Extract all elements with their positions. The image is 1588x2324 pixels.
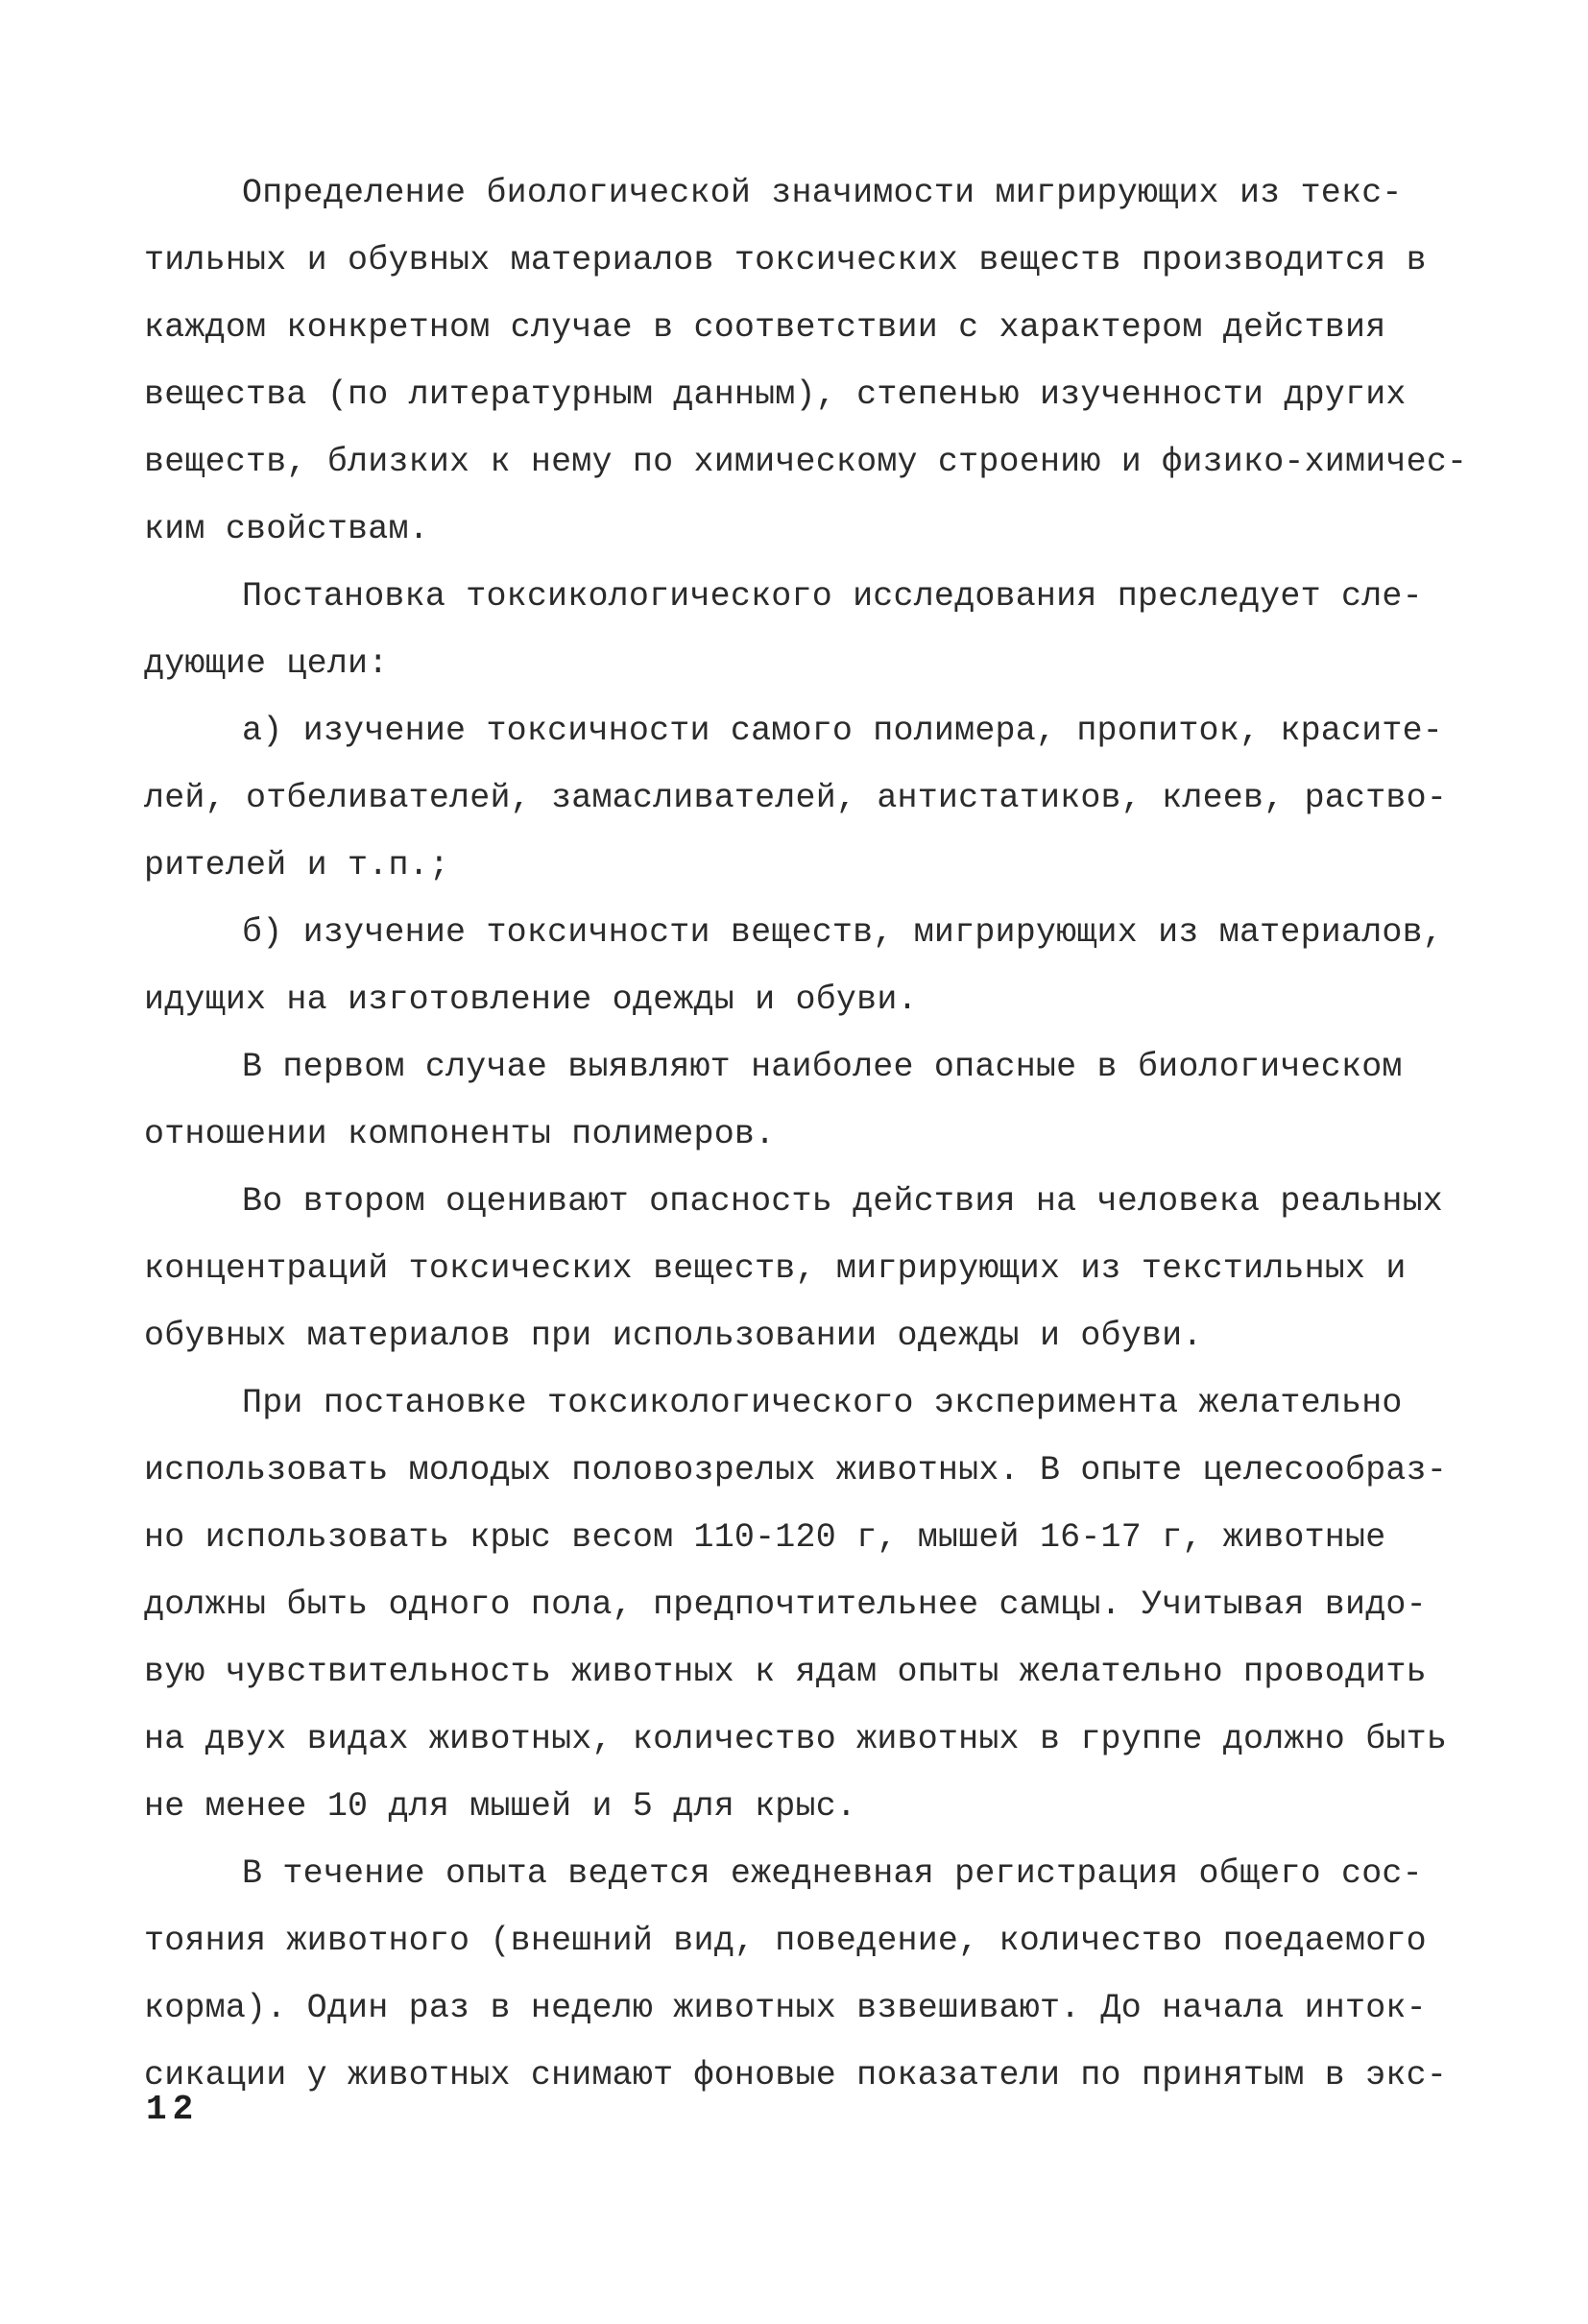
text-line: Во втором оценивают опасность действия на человека реальных: [242, 1182, 1444, 1221]
text-line: каждом конкретном случае в соответствии с характером действия: [144, 308, 1386, 347]
text-line: корма). Один раз в неделю животных взвешивают. До начала инток-: [144, 1989, 1427, 2027]
text-line: вещества (по литературным данным), степенью изученности других: [144, 375, 1407, 414]
text-line: Постановка токсикологического исследования преследует сле-: [242, 577, 1423, 616]
text-line: дующие цели:: [144, 644, 389, 683]
text-line: обувных материалов при использовании одежды и обуви.: [144, 1317, 1203, 1355]
text-line: В течение опыта ведется ежедневная регистрация общего сос-: [242, 1854, 1423, 1893]
text-line: идущих на изготовление одежды и обуви.: [144, 980, 918, 1019]
text-line: не менее 10 для мышей и 5 для крыс.: [144, 1787, 857, 1826]
text-line: на двух видах животных, количество животных в группе должно быть: [144, 1720, 1448, 1758]
text-line: концентраций токсических веществ, мигрирующих из текстильных и: [144, 1249, 1407, 1288]
text-line: использовать молодых половозрелых животных. В опыте целесообраз-: [144, 1451, 1448, 1489]
body-text: [144, 159, 1488, 2109]
text-line: веществ, близких к нему по химическому строению и физико-химичес-: [144, 443, 1468, 481]
page-number: 12: [146, 2090, 200, 2129]
text-line: должны быть одного пола, предпочтительнее самцы. Учитывая видо-: [144, 1586, 1427, 1624]
text-line: но использовать крыс весом 110-120 г, мышей 16-17 г, животные: [144, 1518, 1386, 1557]
text-line: тояния животного (внешний вид, поведение, количество поедаемого: [144, 1922, 1427, 1960]
text-line: б) изучение токсичности веществ, мигрирующих из материалов,: [242, 913, 1444, 952]
text-line: При постановке токсикологического эксперимента желательно: [242, 1384, 1403, 1422]
text-line: тильных и обувных материалов токсических веществ производится в: [144, 241, 1427, 279]
text-line: В первом случае выявляют наиболее опасные в биологическом: [242, 1048, 1403, 1086]
text-line: лей, отбеливателей, замасливателей, антистатиков, клеев, раство-: [144, 779, 1448, 817]
text-line: отношении компоненты полимеров.: [144, 1115, 776, 1153]
text-line: рителей и т.п.;: [144, 846, 450, 884]
text-line: Определение биологической значимости мигрирующих из текс-: [242, 174, 1403, 212]
text-line: ким свойствам.: [144, 510, 429, 548]
text-line: вую чувствительность животных к ядам опыты желательно проводить: [144, 1653, 1427, 1691]
text-line: а) изучение токсичности самого полимера, пропиток, красите-: [242, 712, 1444, 750]
text-line: сикации у животных снимают фоновые показатели по принятым в экс-: [144, 2056, 1448, 2094]
